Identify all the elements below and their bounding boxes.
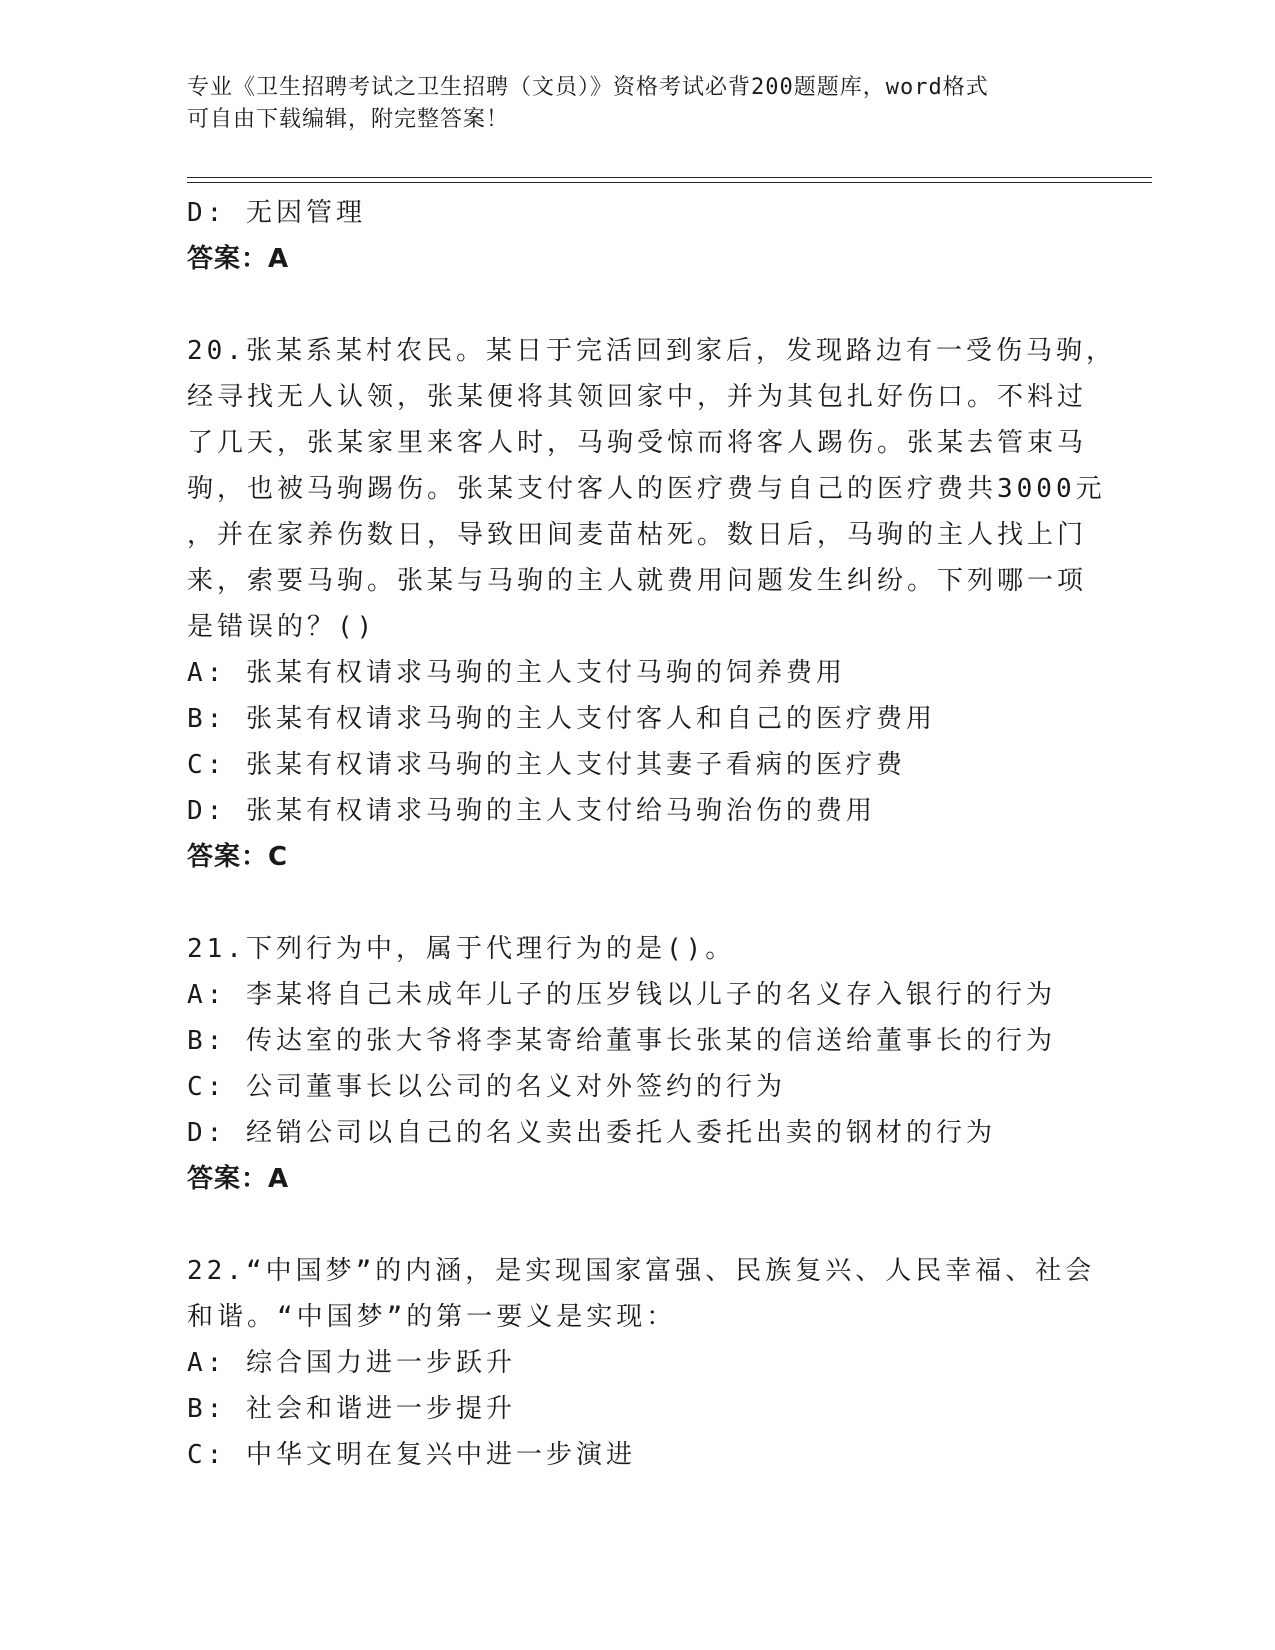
option-d: D: 张某有权请求马驹的主人支付给马驹治伤的费用 [187, 796, 876, 826]
question-stem-line: 和谐。“中国梦”的第一要义是实现： [187, 1302, 677, 1332]
question-stem-line: 21.下列行为中，属于代理行为的是()。 [187, 934, 736, 964]
previous-question-tail [187, 190, 1087, 282]
question-21 [187, 926, 1087, 1202]
document-body [187, 190, 1116, 1478]
option-a: A: 综合国力进一步跃升 [187, 1348, 516, 1378]
question-stem-line: 驹，也被马驹踢伤。张某支付客人的医疗费与自己的医疗费共3000元 [187, 474, 1106, 504]
option-c: C: 公司董事长以公司的名义对外签约的行为 [187, 1072, 786, 1102]
question-stem-line: 20.张某系某村农民。某日于完活回到家后，发现路边有一受伤马驹， [187, 336, 1116, 366]
option-d: D: 经销公司以自己的名义卖出委托人委托出卖的钢材的行为 [187, 1118, 996, 1148]
option-a: A: 张某有权请求马驹的主人支付马驹的饲养费用 [187, 658, 846, 688]
option-c: C: 中华文明在复兴中进一步演进 [187, 1440, 636, 1470]
question-20 [187, 328, 1116, 880]
answer-line: 答案：A [187, 1164, 290, 1194]
question-22 [187, 1248, 1096, 1478]
option-d: D: 无因管理 [187, 198, 366, 228]
question-stem-line: ，并在家养伤数日，导致田间麦苗枯死。数日后，马驹的主人找上门 [187, 520, 1088, 550]
answer-line: 答案：C [187, 842, 289, 872]
question-stem-line: 来，索要马驹。张某与马驹的主人就费用问题发生纠纷。下列哪一项 [187, 566, 1088, 596]
question-stem-line: 22.“中国梦”的内涵，是实现国家富强、民族复兴、人民幸福、社会 [187, 1256, 1096, 1286]
question-stem-line: 经寻找无人认领，张某便将其领回家中，并为其包扎好伤口。不料过 [187, 382, 1088, 412]
header-line-1: 专业《卫生招聘考试之卫生招聘（文员）》资格考试必背200题题库，word格式 [187, 75, 989, 100]
answer-line: 答案：A [187, 244, 290, 274]
option-b: B: 传达室的张大爷将李某寄给董事长张某的信送给董事长的行为 [187, 1026, 1056, 1056]
option-b: B: 张某有权请求马驹的主人支付客人和自己的医疗费用 [187, 704, 936, 734]
header-divider [187, 177, 1152, 183]
option-a: A: 李某将自己未成年儿子的压岁钱以儿子的名义存入银行的行为 [187, 980, 1056, 1010]
question-stem-line: 是错误的？() [187, 612, 377, 642]
option-b: B: 社会和谐进一步提升 [187, 1394, 516, 1424]
document-header [187, 72, 1067, 136]
question-stem-line: 了几天，张某家里来客人时，马驹受惊而将客人踢伤。张某去管束马 [187, 428, 1088, 458]
header-line-2: 可自由下载编辑，附完整答案！ [187, 107, 510, 132]
option-c: C: 张某有权请求马驹的主人支付其妻子看病的医疗费 [187, 750, 906, 780]
